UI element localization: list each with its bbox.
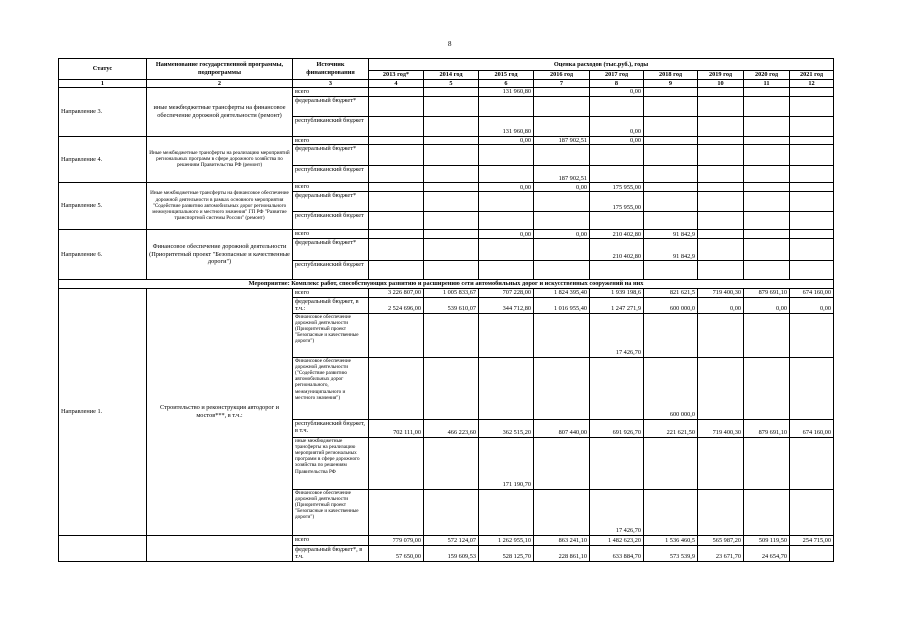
value-cell: 24 654,70 xyxy=(744,545,790,561)
value-cell xyxy=(369,166,424,183)
value-cell xyxy=(790,166,834,183)
value-cell: 821 621,5 xyxy=(644,289,698,298)
value-cell xyxy=(369,96,424,116)
value-cell xyxy=(744,230,790,239)
value-cell xyxy=(424,230,479,239)
value-cell xyxy=(644,136,698,145)
header-year: 2017 год xyxy=(590,71,644,80)
value-cell xyxy=(424,116,479,136)
value-cell xyxy=(698,192,744,212)
value-cell: 210 402,80 xyxy=(590,239,644,261)
value-cell: 159 609,53 xyxy=(424,545,479,561)
value-cell xyxy=(424,212,479,230)
value-cell xyxy=(790,116,834,136)
value-cell: 1 482 623,20 xyxy=(590,535,644,545)
header-year: 2019 год xyxy=(698,71,744,80)
source-cell: всего xyxy=(293,289,369,298)
section-row xyxy=(59,183,834,192)
value-cell xyxy=(698,239,744,261)
value-cell xyxy=(534,192,590,212)
value-cell: 674 160,00 xyxy=(790,419,834,437)
source-cell: всего xyxy=(293,88,369,97)
value-cell xyxy=(790,357,834,419)
value-cell xyxy=(744,212,790,230)
value-cell xyxy=(369,357,424,419)
value-cell xyxy=(698,96,744,116)
value-cell: 879 691,10 xyxy=(744,419,790,437)
value-cell: 228 861,10 xyxy=(534,545,590,561)
column-number: 11 xyxy=(744,79,790,88)
source-cell: Финансовое обеспечение дорожной деятельности ("Содействие развитию автомобильных дорог регионального, межмуниципального и местного значения") xyxy=(293,357,369,419)
value-cell xyxy=(698,136,744,145)
source-cell: республиканский бюджет xyxy=(293,212,369,230)
value-cell: 1 262 955,10 xyxy=(479,535,534,545)
column-number: 8 xyxy=(590,79,644,88)
value-cell: 0,00 xyxy=(534,230,590,239)
value-cell: 187 902,51 xyxy=(534,136,590,145)
value-cell: 779 079,00 xyxy=(369,535,424,545)
value-cell: 633 884,70 xyxy=(590,545,644,561)
column-number: 1 xyxy=(59,79,147,88)
column-number: 2 xyxy=(147,79,293,88)
value-cell xyxy=(644,261,698,280)
value-cell: 187 902,51 xyxy=(534,166,590,183)
value-cell xyxy=(479,239,534,261)
header-year: 2018 год xyxy=(644,71,698,80)
value-cell xyxy=(698,437,744,489)
value-cell: 0,00 xyxy=(534,183,590,192)
value-cell: 539 610,07 xyxy=(424,297,479,313)
value-cell: 131 960,80 xyxy=(479,88,534,97)
value-cell: 0,00 xyxy=(790,297,834,313)
value-cell xyxy=(790,183,834,192)
value-cell xyxy=(744,116,790,136)
value-cell xyxy=(534,261,590,280)
source-cell: всего xyxy=(293,230,369,239)
value-cell xyxy=(534,96,590,116)
value-cell xyxy=(590,261,644,280)
section-row xyxy=(59,289,834,298)
value-cell: 565 987,20 xyxy=(698,535,744,545)
value-cell xyxy=(644,145,698,166)
status-cell: Направление 6. xyxy=(59,230,147,280)
column-number: 6 xyxy=(479,79,534,88)
page-number: 8 xyxy=(448,40,452,48)
value-cell xyxy=(369,239,424,261)
value-cell xyxy=(590,437,644,489)
value-cell xyxy=(790,96,834,116)
value-cell xyxy=(369,183,424,192)
value-cell: 17 426,70 xyxy=(590,489,644,535)
value-cell xyxy=(534,239,590,261)
source-cell: Финансовое обеспечение дорожной деятельности (Приоритетный проект "Безопасные и качественные дороги") xyxy=(293,489,369,535)
source-cell: федеральный бюджет* xyxy=(293,239,369,261)
value-cell xyxy=(534,88,590,97)
value-cell: 131 960,80 xyxy=(479,116,534,136)
value-cell xyxy=(479,357,534,419)
value-cell xyxy=(644,88,698,97)
program-cell: Иные межбюджетные трансферты на финансовое обеспечение дорожной деятельности в рамках основного мероприятия "Содействие развитию автомобильных дорог регионального межмуниципального и местного значения" ГП РФ "Развитие транспортной системы России" (ремонт) xyxy=(147,183,293,230)
value-cell: 0,00 xyxy=(744,297,790,313)
value-cell: 1 016 955,40 xyxy=(534,297,590,313)
value-cell: 1 824 395,40 xyxy=(534,289,590,298)
value-cell xyxy=(369,489,424,535)
value-cell xyxy=(744,357,790,419)
value-cell xyxy=(479,192,534,212)
value-cell: 863 241,10 xyxy=(534,535,590,545)
value-cell xyxy=(698,313,744,357)
value-cell xyxy=(479,96,534,116)
value-cell xyxy=(790,192,834,212)
program-cell: Иные межбюджетные трансферты на реализацию мероприятий региональных программ в сфере дорожного хозяйства по решениям Правительства РФ (ремонт) xyxy=(147,136,293,183)
value-cell xyxy=(644,192,698,212)
source-cell: республиканский бюджет xyxy=(293,166,369,183)
column-number-row xyxy=(59,79,834,88)
header-program: Наименование государственной программы, подпрограммы xyxy=(147,59,293,80)
value-cell xyxy=(369,212,424,230)
value-cell: 23 671,70 xyxy=(698,545,744,561)
program-cell xyxy=(147,535,293,561)
value-cell xyxy=(534,489,590,535)
value-cell xyxy=(744,261,790,280)
value-cell xyxy=(790,437,834,489)
section-row xyxy=(59,88,834,97)
source-cell: иные межбюджетные трансферты на реализацию мероприятий региональных программ в сфере дорожного хозяйства по решениям Правительства РФ xyxy=(293,437,369,489)
value-cell: 528 125,70 xyxy=(479,545,534,561)
status-cell: Направление 1. xyxy=(59,289,147,536)
value-cell xyxy=(590,166,644,183)
value-cell: 702 111,00 xyxy=(369,419,424,437)
column-number: 10 xyxy=(698,79,744,88)
value-cell xyxy=(744,145,790,166)
value-cell: 171 190,70 xyxy=(479,437,534,489)
column-number: 4 xyxy=(369,79,424,88)
value-cell xyxy=(744,88,790,97)
value-cell xyxy=(790,489,834,535)
meropriyatie-heading: Мероприятие: Комплекс работ, способствующих развитию и расширению сети автомобильных дорог и искусственных сооружений на них xyxy=(59,280,834,289)
value-cell xyxy=(590,357,644,419)
source-cell: всего xyxy=(293,136,369,145)
value-cell xyxy=(479,145,534,166)
value-cell xyxy=(744,96,790,116)
value-cell xyxy=(644,166,698,183)
value-cell xyxy=(744,166,790,183)
value-cell: 0,00 xyxy=(698,297,744,313)
value-cell: 466 223,60 xyxy=(424,419,479,437)
value-cell xyxy=(790,230,834,239)
value-cell xyxy=(424,96,479,116)
value-cell: 719 400,30 xyxy=(698,419,744,437)
header-year: 2013 год* xyxy=(369,71,424,80)
value-cell xyxy=(534,116,590,136)
value-cell: 91 842,9 xyxy=(644,230,698,239)
value-cell xyxy=(424,437,479,489)
value-cell: 17 426,70 xyxy=(590,313,644,357)
value-cell: 0,00 xyxy=(479,183,534,192)
value-cell: 2 524 696,00 xyxy=(369,297,424,313)
expenditure-table xyxy=(58,58,834,562)
value-cell xyxy=(479,489,534,535)
value-cell xyxy=(698,88,744,97)
value-cell: 600 000,0 xyxy=(644,357,698,419)
value-cell: 707 228,00 xyxy=(479,289,534,298)
value-cell xyxy=(644,96,698,116)
value-cell xyxy=(644,183,698,192)
value-cell xyxy=(369,88,424,97)
value-cell xyxy=(790,212,834,230)
header-estimate: Оценка расходов (тыс.руб.), годы xyxy=(369,59,834,71)
source-cell: республиканский бюджет xyxy=(293,261,369,280)
value-cell xyxy=(590,96,644,116)
value-cell: 1 939 198,6 xyxy=(590,289,644,298)
status-cell: Направление 3. xyxy=(59,88,147,137)
value-cell: 91 842,9 xyxy=(644,239,698,261)
value-cell: 3 226 807,00 xyxy=(369,289,424,298)
value-cell: 509 119,50 xyxy=(744,535,790,545)
value-cell: 0,00 xyxy=(590,88,644,97)
value-cell: 674 160,00 xyxy=(790,289,834,298)
value-cell: 879 691,10 xyxy=(744,289,790,298)
value-cell xyxy=(590,212,644,230)
section-row xyxy=(59,535,834,545)
source-cell: федеральный бюджет* xyxy=(293,192,369,212)
value-cell xyxy=(534,212,590,230)
value-cell: 362 515,20 xyxy=(479,419,534,437)
value-cell: 57 650,00 xyxy=(369,545,424,561)
value-cell xyxy=(790,145,834,166)
value-cell xyxy=(744,239,790,261)
source-cell: федеральный бюджет*, в т.ч. xyxy=(293,545,369,561)
value-cell xyxy=(369,313,424,357)
value-cell xyxy=(534,313,590,357)
header-row xyxy=(59,59,834,71)
value-cell xyxy=(369,261,424,280)
value-cell xyxy=(644,313,698,357)
value-cell xyxy=(698,230,744,239)
value-cell xyxy=(698,212,744,230)
value-cell xyxy=(698,261,744,280)
source-cell: федеральный бюджет, в т.ч.: xyxy=(293,297,369,313)
value-cell: 210 402,80 xyxy=(590,230,644,239)
value-cell xyxy=(534,357,590,419)
table-body xyxy=(59,59,834,562)
value-cell: 1 005 833,67 xyxy=(424,289,479,298)
value-cell xyxy=(644,212,698,230)
status-cell: Направление 4. xyxy=(59,136,147,183)
value-cell: 344 712,80 xyxy=(479,297,534,313)
source-cell: республиканский бюджет xyxy=(293,116,369,136)
value-cell xyxy=(424,145,479,166)
value-cell: 807 440,00 xyxy=(534,419,590,437)
value-cell: 0,00 xyxy=(590,116,644,136)
value-cell: 573 539,9 xyxy=(644,545,698,561)
value-cell xyxy=(644,489,698,535)
value-cell xyxy=(479,313,534,357)
value-cell xyxy=(369,437,424,489)
value-cell xyxy=(744,183,790,192)
source-cell: федеральный бюджет* xyxy=(293,96,369,116)
value-cell xyxy=(698,166,744,183)
value-cell xyxy=(424,261,479,280)
value-cell xyxy=(698,357,744,419)
value-cell xyxy=(479,166,534,183)
section-row xyxy=(59,136,834,145)
header-year: 2020 год xyxy=(744,71,790,80)
value-cell xyxy=(424,357,479,419)
status-cell: Направление 5. xyxy=(59,183,147,230)
value-cell: 691 926,70 xyxy=(590,419,644,437)
value-cell xyxy=(369,116,424,136)
value-cell xyxy=(534,437,590,489)
source-cell: республиканский бюджет, в т.ч. xyxy=(293,419,369,437)
column-number: 9 xyxy=(644,79,698,88)
value-cell xyxy=(424,313,479,357)
value-cell xyxy=(590,145,644,166)
value-cell: 175 955,00 xyxy=(590,183,644,192)
value-cell: 719 400,30 xyxy=(698,289,744,298)
value-cell xyxy=(369,192,424,212)
value-cell: 0,00 xyxy=(590,136,644,145)
value-cell: 572 124,07 xyxy=(424,535,479,545)
value-cell: 0,00 xyxy=(479,230,534,239)
value-cell xyxy=(790,239,834,261)
value-cell xyxy=(790,313,834,357)
value-cell xyxy=(424,88,479,97)
source-cell: всего xyxy=(293,535,369,545)
value-cell xyxy=(744,136,790,145)
value-cell xyxy=(790,261,834,280)
header-source: Источник финансирования xyxy=(293,59,369,80)
column-number: 12 xyxy=(790,79,834,88)
column-number: 3 xyxy=(293,79,369,88)
value-cell xyxy=(790,88,834,97)
value-cell xyxy=(644,116,698,136)
meropriyatie-row xyxy=(59,280,834,289)
value-cell xyxy=(424,183,479,192)
column-number: 5 xyxy=(424,79,479,88)
value-cell xyxy=(424,136,479,145)
value-cell xyxy=(424,166,479,183)
header-status: Статус xyxy=(59,59,147,80)
value-cell xyxy=(698,116,744,136)
value-cell xyxy=(698,145,744,166)
value-cell: 1 247 271,9 xyxy=(590,297,644,313)
value-cell: 254 715,00 xyxy=(790,535,834,545)
value-cell xyxy=(424,192,479,212)
program-cell: Строительство и реконструкция автодорог и мостов***, в т.ч.: xyxy=(147,289,293,536)
column-number: 7 xyxy=(534,79,590,88)
value-cell xyxy=(644,437,698,489)
header-year: 2021 год xyxy=(790,71,834,80)
value-cell xyxy=(790,136,834,145)
value-cell xyxy=(369,230,424,239)
header-year: 2014 год xyxy=(424,71,479,80)
value-cell xyxy=(790,545,834,561)
value-cell: 600 000,0 xyxy=(644,297,698,313)
status-cell xyxy=(59,535,147,561)
header-year: 2015 год xyxy=(479,71,534,80)
source-cell: федеральный бюджет* xyxy=(293,145,369,166)
value-cell xyxy=(698,183,744,192)
program-cell: Финансовое обеспечение дорожной деятельности (Приоритетный проект "Безопасные и качественные дороги") xyxy=(147,230,293,280)
header-year: 2016 год xyxy=(534,71,590,80)
value-cell xyxy=(744,192,790,212)
value-cell xyxy=(369,145,424,166)
value-cell: 1 536 460,5 xyxy=(644,535,698,545)
value-cell xyxy=(698,489,744,535)
value-cell: 221 621,50 xyxy=(644,419,698,437)
value-cell: 175 955,00 xyxy=(590,192,644,212)
value-cell xyxy=(424,489,479,535)
value-cell xyxy=(534,145,590,166)
value-cell xyxy=(744,489,790,535)
section-row xyxy=(59,230,834,239)
value-cell xyxy=(479,212,534,230)
source-cell: Финансовое обеспечение дорожной деятельности (Приоритетный проект "Безопасные и качественные дороги") xyxy=(293,313,369,357)
program-cell: иные межбюджетные трансферты на финансовое обеспечение дорожной деятельности (ремонт) xyxy=(147,88,293,137)
value-cell xyxy=(744,437,790,489)
value-cell xyxy=(424,239,479,261)
value-cell xyxy=(479,261,534,280)
value-cell xyxy=(369,136,424,145)
value-cell: 0,00 xyxy=(479,136,534,145)
source-cell: всего xyxy=(293,183,369,192)
value-cell xyxy=(744,313,790,357)
